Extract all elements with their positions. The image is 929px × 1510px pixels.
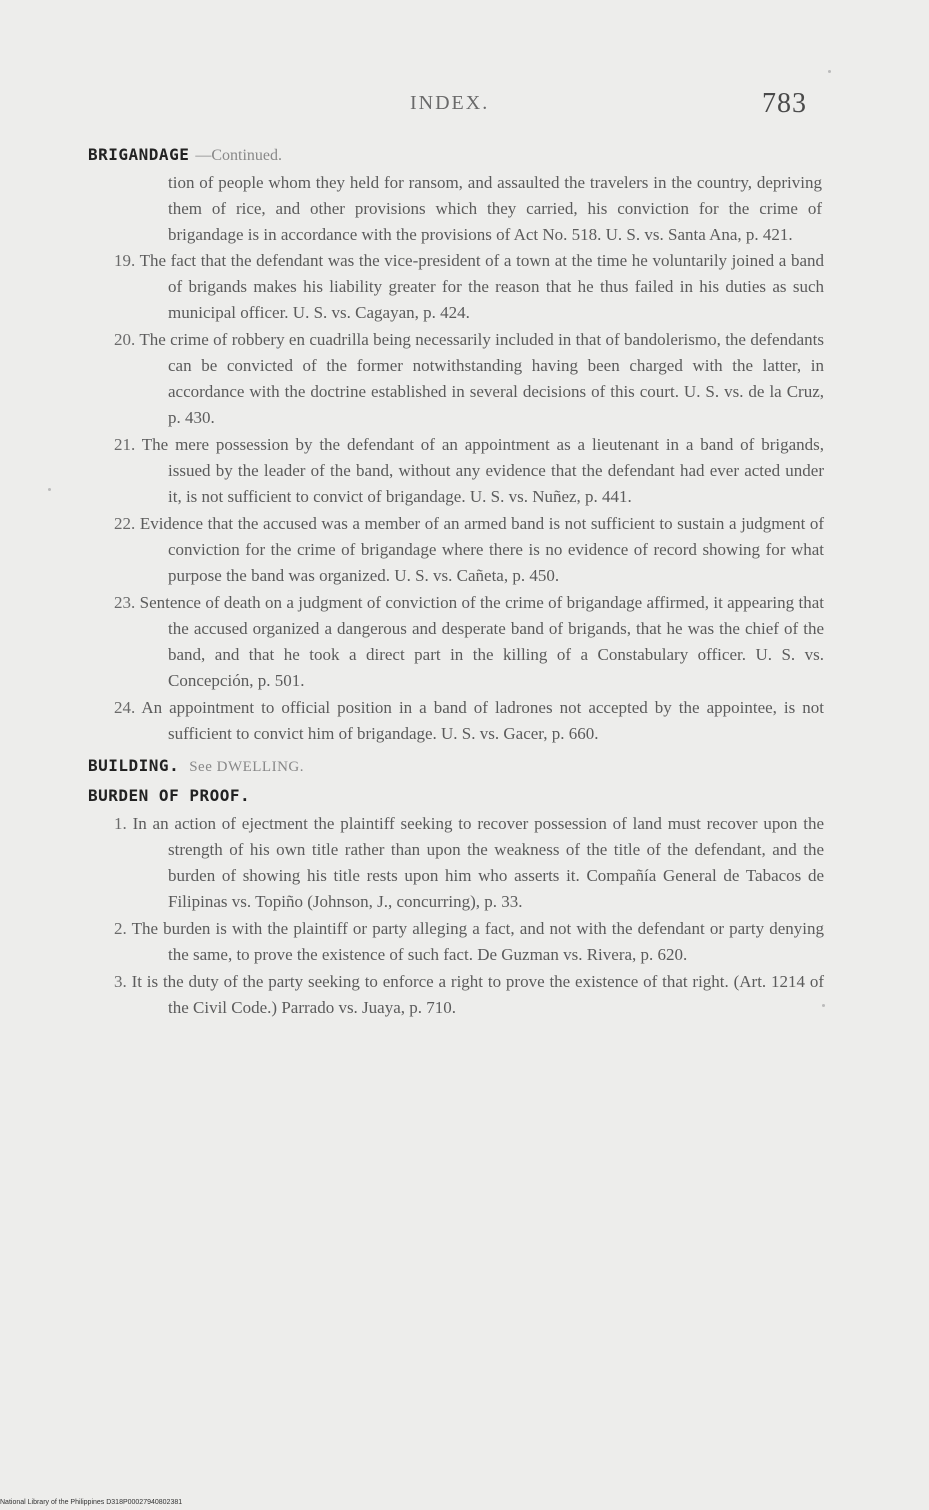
page-number: 783 <box>762 88 807 119</box>
scan-speck <box>822 1004 825 1007</box>
item-number: 20. <box>114 330 136 349</box>
index-content <box>88 142 824 1022</box>
index-item <box>88 916 824 968</box>
section-brigandage <box>88 142 824 747</box>
section-burden-of-proof <box>88 783 824 1021</box>
item-number: 22. <box>114 514 136 533</box>
index-item <box>88 969 824 1021</box>
item-number: 24. <box>114 698 136 717</box>
index-item <box>88 590 824 694</box>
item-text: Sentence of death on a judgment of conviction of the crime of brigandage affirmed, it appearing that the accused organized a dangerous and desperate band of brigands, that he was the chief of the band, and that he took a direct part in the killing of a Constabulary officer. U. S. vs. Concepción, p. 501. <box>139 593 825 690</box>
heading-burden-of-proof: BURDEN OF PROOF. <box>88 786 251 805</box>
continued-label: —Continued. <box>195 147 282 164</box>
running-head <box>0 88 929 132</box>
item-text: An appointment to official position in a band of ladrones not accepted by the appointee, is not sufficient to convict him of brigandage. U. S. vs. Gacer, p. 660. <box>141 698 824 743</box>
item-number: 3. <box>114 972 127 991</box>
item-text: The burden is with the plaintiff or party alleging a fact, and not with the defendant or party denying the same, to prove the existence of such fact. De Guzman vs. Rivera, p. 620. <box>131 919 824 964</box>
item-number: 23. <box>114 593 136 612</box>
index-item <box>88 695 824 747</box>
brigandage-items <box>88 248 824 747</box>
cross-reference: See DWELLING. <box>189 759 304 775</box>
scan-footer: National Library of the Philippines D318P00027940802381 <box>0 1499 183 1506</box>
index-item <box>88 248 824 326</box>
item-number: 2. <box>114 919 127 938</box>
item-text: It is the duty of the party seeking to enforce a right to prove the existence of that right. (Art. 1214 of the Civil Code.) Parrado vs. Juaya, p. 710. <box>131 972 824 1017</box>
item-number: 1. <box>114 814 127 833</box>
burden-items <box>88 811 824 1021</box>
index-item <box>88 327 824 431</box>
index-item <box>88 811 824 915</box>
carryover-paragraph: tion of people whom they held for ransom, and assaulted the travelers in the country, depriving them of rice, and other provisions which they carried, his conviction for the crime of brigandage is in accordance with the provisions of Act No. 518. U. S. vs. Santa Ana, p. 421. <box>168 173 822 244</box>
scan-speck <box>828 70 831 73</box>
section-title <box>88 753 824 779</box>
item-text: Evidence that the accused was a member of an armed band is not sufficient to sustain a judgment of conviction for the crime of brigandage where there is no evidence of record showing for what purpose the band was organized. U. S. vs. Cañeta, p. 450. <box>139 514 825 585</box>
item-number: 21. <box>114 435 136 454</box>
item-text: The crime of robbery en cuadrilla being necessarily included in that of bandolerismo, the defendants can be convicted of the former notwithstanding having been charged with the latter, in accordance with the doctrine established in several decisions of this court. U. S. vs. de la Cruz, p. 430. <box>139 330 824 427</box>
item-text: The fact that the defendant was the vice-president of a town at the time he voluntarily joined a band of brigands makes his liability greater for the reason that he thus failed in his duties as such municipal officer. U. S. vs. Cagayan, p. 424. <box>139 251 824 322</box>
heading-building: BUILDING. <box>88 756 180 775</box>
item-text: The mere possession by the defendant of an appointment as a lieutenant in a band of brigands, issued by the leader of the band, without any evidence that the defendant had ever acted under it, is not sufficient to convict of brigandage. U. S. vs. Nuñez, p. 441. <box>141 435 824 506</box>
index-item <box>88 511 824 589</box>
index-item <box>88 432 824 510</box>
item-number: 19. <box>114 251 136 270</box>
scan-speck <box>48 488 51 491</box>
section-title <box>88 783 824 809</box>
heading-brigandage: BRIGANDAGE <box>88 145 190 164</box>
item-text: In an action of ejectment the plaintiff seeking to recover possession of land must recover upon the strength of his own title rather than upon the weakness of the title of the defendant, and the burden of showing his title rests upon him who asserts it. Compañía General de Tabacos de Filipinas vs. Topiño (Johnson, J., concurring), p. 33. <box>132 814 825 911</box>
running-title: INDEX. <box>410 92 490 114</box>
section-title <box>88 142 824 168</box>
section-building <box>88 753 824 779</box>
